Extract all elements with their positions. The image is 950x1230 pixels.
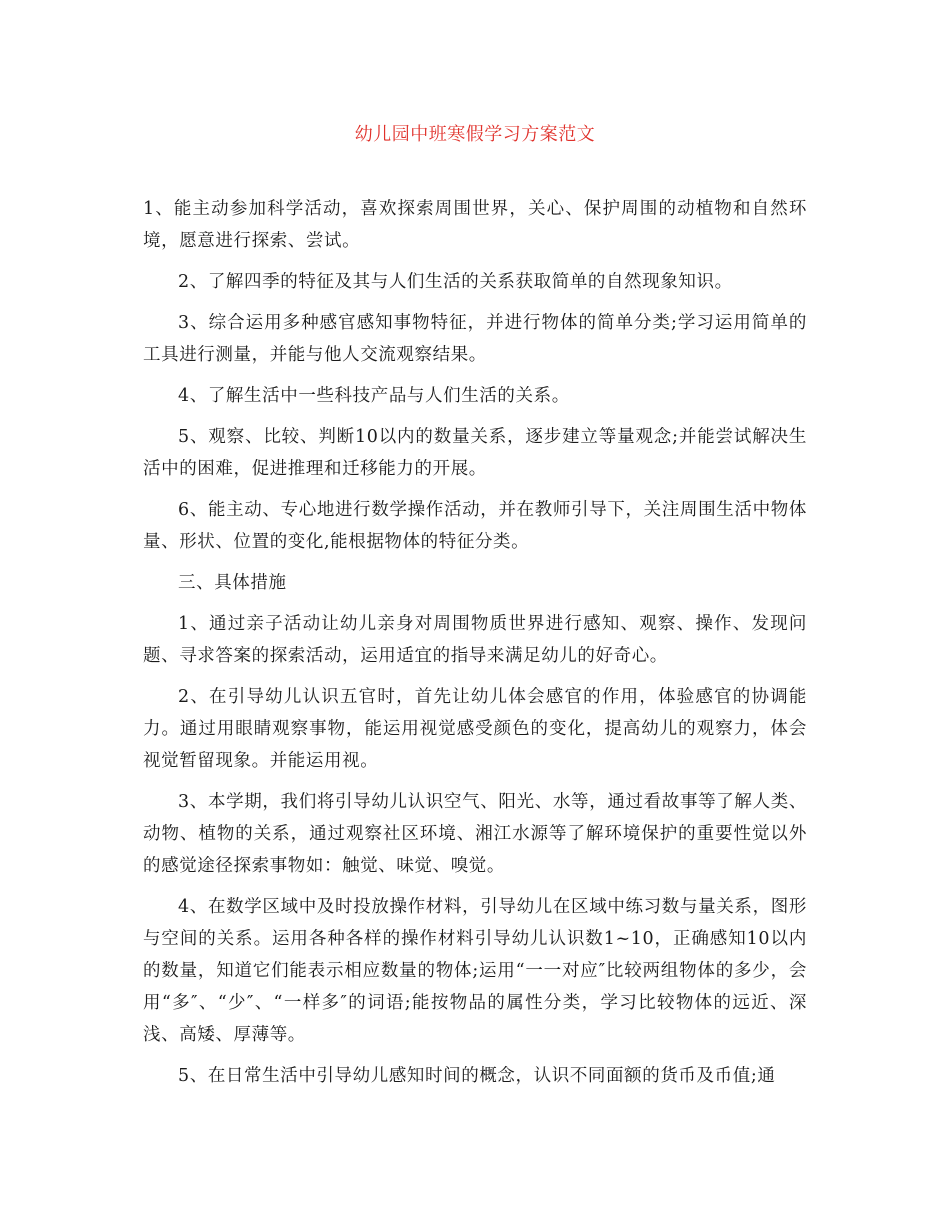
measure-paragraph-4: 4、在数学区域中及时投放操作材料，引导幼儿在区域中练习数与量关系，图形与空间的关系。运用各种各样的操作材料引导幼儿认识数1~10，正确感知10以内的数量，知道它们能表示相应数量的物体;运用“一一对应″比较两组物体的多少，会用“多″、“少″、“一样多″的词语;能按物品的属性分类，学习比较物体的远近、深浅、高矮、厚薄等。: [143, 897, 807, 1045]
paragraph-4: 4、了解生活中一些科技产品与人们生活的关系。: [178, 386, 570, 406]
measure-paragraph-1: 1、通过亲子活动让幼儿亲身对周围物质世界进行感知、观察、操作、发现问题、寻求答案的探索活动，运用适宜的指导来满足幼儿的好奇心。: [143, 614, 807, 666]
measure-paragraph-2: 2、在引导幼儿认识五官时，首先让幼儿体会感官的作用，体验感官的协调能力。通过用眼睛观察事物，能运用视觉感受颜色的变化，提高幼儿的观察力，体会视觉暂留现象。并能运用视。: [143, 687, 807, 771]
paragraph-5: 5、观察、比较、判断10以内的数量关系，逐步建立等量观念;并能尝试解决生活中的困难，促进推理和迁移能力的开展。: [143, 427, 807, 479]
paragraph-1: 1、能主动参加科学活动，喜欢探索周围世界，关心、保护周围的动植物和自然环境，愿意进行探索、尝试。: [143, 199, 807, 251]
document-body: [143, 193, 807, 1101]
paragraph-2: 2、了解四季的特征及其与人们生活的关系获取简单的自然现象知识。: [178, 272, 733, 292]
measure-paragraph-5: 5、在日常生活中引导幼儿感知时间的概念，认识不同面额的货币及币值;通: [178, 1066, 776, 1086]
paragraph-6: 6、能主动、专心地进行数学操作活动，并在教师引导下，关注周围生活中物体量、形状、位置的变化,能根据物体的特征分类。: [143, 500, 807, 552]
section-heading-measures: 三、具体措施: [178, 573, 287, 593]
measure-paragraph-3: 3、本学期，我们将引导幼儿认识空气、阳光、水等，通过看故事等了解人类、动物、植物的关系，通过观察社区环境、湘江水源等了解环境保护的重要性觉以外的感觉途径探索事物如：触觉、味觉、嗅觉。: [143, 792, 807, 876]
paragraph-3: 3、综合运用多种感官感知事物特征，并进行物体的简单分类;学习运用简单的工具进行测量，并能与他人交流观察结果。: [143, 313, 807, 365]
document-title: 幼儿园中班寒假学习方案范文: [354, 124, 596, 145]
